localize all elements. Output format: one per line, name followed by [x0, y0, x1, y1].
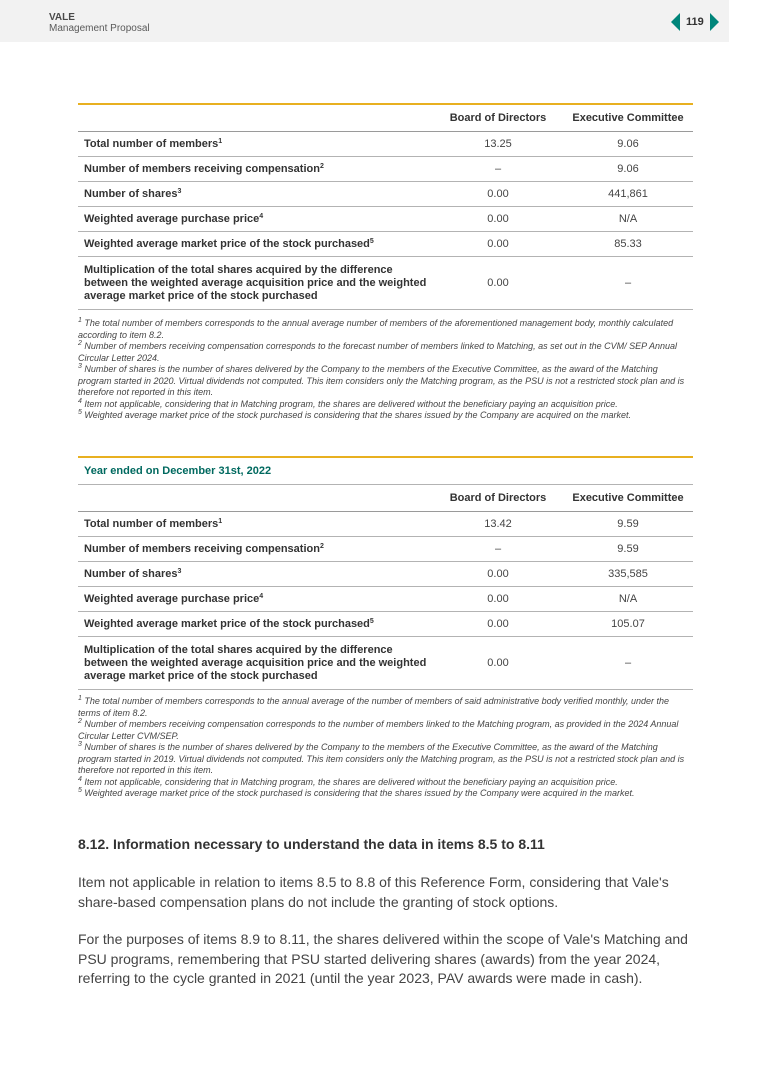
footnote	[78, 364, 693, 399]
footnote-marker: 3	[177, 187, 182, 195]
table1-header-blank	[78, 105, 433, 132]
section-paragraph-2: For the purposes of items 8.9 to 8.11, the shares delivered within the scope of Vale's Matching and PSU programs, remembering that PSU started delivering shares (awards) from the year 2024, referring to the cycle granted in 2021 (until the year 2023, PAV awards were made in cash).	[78, 931, 688, 986]
table1-footnotes	[78, 318, 693, 422]
row-label-text: Weighted average purchase price	[84, 212, 260, 225]
table-row	[78, 257, 693, 310]
page-header	[0, 0, 729, 42]
board-value: 13.25	[433, 132, 563, 157]
row-label	[78, 232, 433, 257]
row-label-text: Number of shares	[84, 187, 178, 200]
row-label	[78, 512, 433, 537]
executive-value: 85.33	[563, 232, 693, 257]
table-row	[78, 157, 693, 182]
footnote	[78, 742, 693, 777]
table-row	[78, 587, 693, 612]
row-label	[78, 182, 433, 207]
board-value: 0.00	[433, 257, 563, 310]
row-label-text: Multiplication of the total shares acquired by the difference between the weighted average acquisition price and the weighted average market price of the stock purchased	[84, 643, 427, 682]
footnote-number: 1	[78, 695, 82, 702]
executive-value: 9.06	[563, 157, 693, 182]
table-row	[78, 562, 693, 587]
section-heading: 8.12. Information necessary to understand the data in items 8.5 to 8.11	[78, 836, 545, 852]
board-value: 13.42	[433, 512, 563, 537]
board-value: 0.00	[433, 562, 563, 587]
table-row	[78, 232, 693, 257]
table2-header-row	[78, 485, 693, 512]
board-value: 0.00	[433, 637, 563, 690]
table-row	[78, 537, 693, 562]
footnote	[78, 777, 693, 789]
table2-title: Year ended on December 31st, 2022	[78, 458, 693, 485]
row-label	[78, 132, 433, 157]
row-label	[78, 637, 433, 690]
previous-page-arrow-icon[interactable]	[671, 13, 680, 31]
footnote-text: Number of shares is the number of shares delivered by the Company to the members of the Executive Committee, as the award of the Matching program started in 2020. Virtual dividends not computed. This item considers only the Matching program, as the PSU is not a restricted stock plan and is therefore not reported in this item.	[78, 364, 685, 397]
table2-title-row	[78, 458, 693, 485]
row-label	[78, 587, 433, 612]
executive-value: 335,585	[563, 562, 693, 587]
footnote-marker: 1	[218, 137, 223, 145]
row-label	[78, 257, 433, 310]
table1-col-executive: Executive Committee	[563, 105, 693, 132]
table2-header-blank	[78, 485, 433, 512]
document-subtitle: Management Proposal	[49, 23, 150, 34]
footnote-number: 5	[78, 409, 82, 416]
footnote-text: Item not applicable, considering that in Matching program, the shares are delivered without the beneficiary paying an acquisition price.	[84, 398, 618, 409]
footnote-number: 2	[78, 718, 82, 725]
page-navigator	[671, 13, 719, 31]
board-value: 0.00	[433, 232, 563, 257]
board-value: –	[433, 537, 563, 562]
board-value: 0.00	[433, 612, 563, 637]
executive-value: –	[563, 637, 693, 690]
row-label	[78, 612, 433, 637]
footnote-number: 3	[78, 363, 82, 370]
footnote-number: 4	[78, 397, 82, 405]
footnote	[78, 719, 693, 742]
row-label-text: Number of members receiving compensation	[84, 542, 320, 555]
board-value: –	[433, 157, 563, 182]
table1-col-board: Board of Directors	[433, 105, 563, 132]
executive-value: N/A	[563, 587, 693, 612]
page-number: 119	[686, 16, 704, 28]
footnote-marker: 2	[319, 162, 324, 170]
footnote	[78, 318, 693, 341]
row-label	[78, 537, 433, 562]
row-label	[78, 562, 433, 587]
table2-col-board: Board of Directors	[433, 485, 563, 512]
row-label-text: Number of shares	[84, 567, 178, 580]
footnote-text: Weighted average market price of the stock purchased is considering that the shares issued by the Company are acquired on the market.	[84, 410, 632, 420]
footnote	[78, 399, 693, 411]
section-paragraph-1: Item not applicable in relation to items 8.5 to 8.8 of this Reference Form, considering that Vale's share-based compensation plans do not include the granting of stock options.	[78, 874, 669, 910]
footnote-marker: 1	[218, 517, 223, 525]
board-value: 0.00	[433, 587, 563, 612]
table2	[78, 458, 693, 690]
footnote	[78, 696, 693, 719]
row-label	[78, 157, 433, 182]
brand-name: VALE	[49, 12, 75, 23]
footnote-number: 4	[78, 775, 82, 783]
row-label-text: Weighted average purchase price	[84, 592, 260, 605]
executive-value: 9.59	[563, 537, 693, 562]
executive-value: 441,861	[563, 182, 693, 207]
table1-header-row	[78, 105, 693, 132]
row-label-text: Multiplication of the total shares acquired by the difference between the weighted average acquisition price and the weighted average market price of the stock purchased	[84, 263, 427, 302]
footnote-marker: 4	[259, 592, 264, 600]
footnote-marker: 2	[319, 542, 324, 550]
footnote-number: 5	[78, 787, 82, 794]
row-label-text: Total number of members	[84, 137, 219, 150]
executive-value: 9.06	[563, 132, 693, 157]
table-row	[78, 637, 693, 690]
footnote	[78, 788, 693, 800]
row-label-text: Weighted average market price of the stock purchased	[84, 617, 370, 630]
table-row	[78, 132, 693, 157]
footnote	[78, 341, 693, 364]
table-row	[78, 207, 693, 232]
footnote-text: The total number of members corresponds to the annual average number of members of the aforementioned management body, monthly calculated according to item 8.2.	[78, 318, 674, 340]
footnote-text: Number of members receiving compensation corresponds to the forecast number of members linked to Matching, as set out in the CVM/ SEP Annual Circular Letter 2024.	[78, 341, 678, 363]
footnote-number: 3	[78, 741, 82, 748]
table2-col-executive: Executive Committee	[563, 485, 693, 512]
executive-value: 105.07	[563, 612, 693, 637]
table-row	[78, 612, 693, 637]
next-page-arrow-icon[interactable]	[710, 13, 719, 31]
footnote-text: The total number of members corresponds to the annual average of the number of members of said administrative body verified monthly, under the terms of item 8.2.	[78, 696, 670, 718]
footnote-marker: 4	[259, 212, 264, 220]
footnote-number: 2	[78, 340, 82, 347]
footnote-text: Item not applicable, considering that in Matching program, the shares are delivered without the beneficiary paying an acquisition price.	[84, 776, 618, 787]
brand-block	[49, 12, 150, 35]
footnote-number: 1	[78, 317, 82, 324]
row-label-text: Weighted average market price of the stock purchased	[84, 237, 370, 250]
footnote-marker: 3	[177, 567, 182, 575]
footnote-marker: 5	[369, 237, 374, 245]
footnote-text: Weighted average market price of the stock purchased is considering that the shares issued by the Company were acquired in the market.	[84, 788, 635, 798]
row-label-text: Total number of members	[84, 517, 219, 530]
table-row	[78, 182, 693, 207]
footnote-text: Number of members receiving compensation corresponds to the number of members linked to the Matching program, as provided in the 2024 Annual Circular Letter CVM/SEP.	[78, 719, 679, 741]
footnote	[78, 410, 693, 422]
footnote-marker: 5	[369, 617, 374, 625]
row-label-text: Number of members receiving compensation	[84, 162, 320, 175]
table1	[78, 105, 693, 310]
row-label	[78, 207, 433, 232]
executive-value: N/A	[563, 207, 693, 232]
board-value: 0.00	[433, 182, 563, 207]
table2-footnotes	[78, 696, 693, 800]
executive-value: –	[563, 257, 693, 310]
footnote-text: Number of shares is the number of shares delivered by the Company to the members of the Executive Committee, as the award of the Matching program started in 2019. Virtual dividends not computed. This item considers only the Matching program, as the PSU is not a restricted stock plan and is therefore not reported in this item.	[78, 742, 685, 775]
table-row	[78, 512, 693, 537]
board-value: 0.00	[433, 207, 563, 232]
executive-value: 9.59	[563, 512, 693, 537]
